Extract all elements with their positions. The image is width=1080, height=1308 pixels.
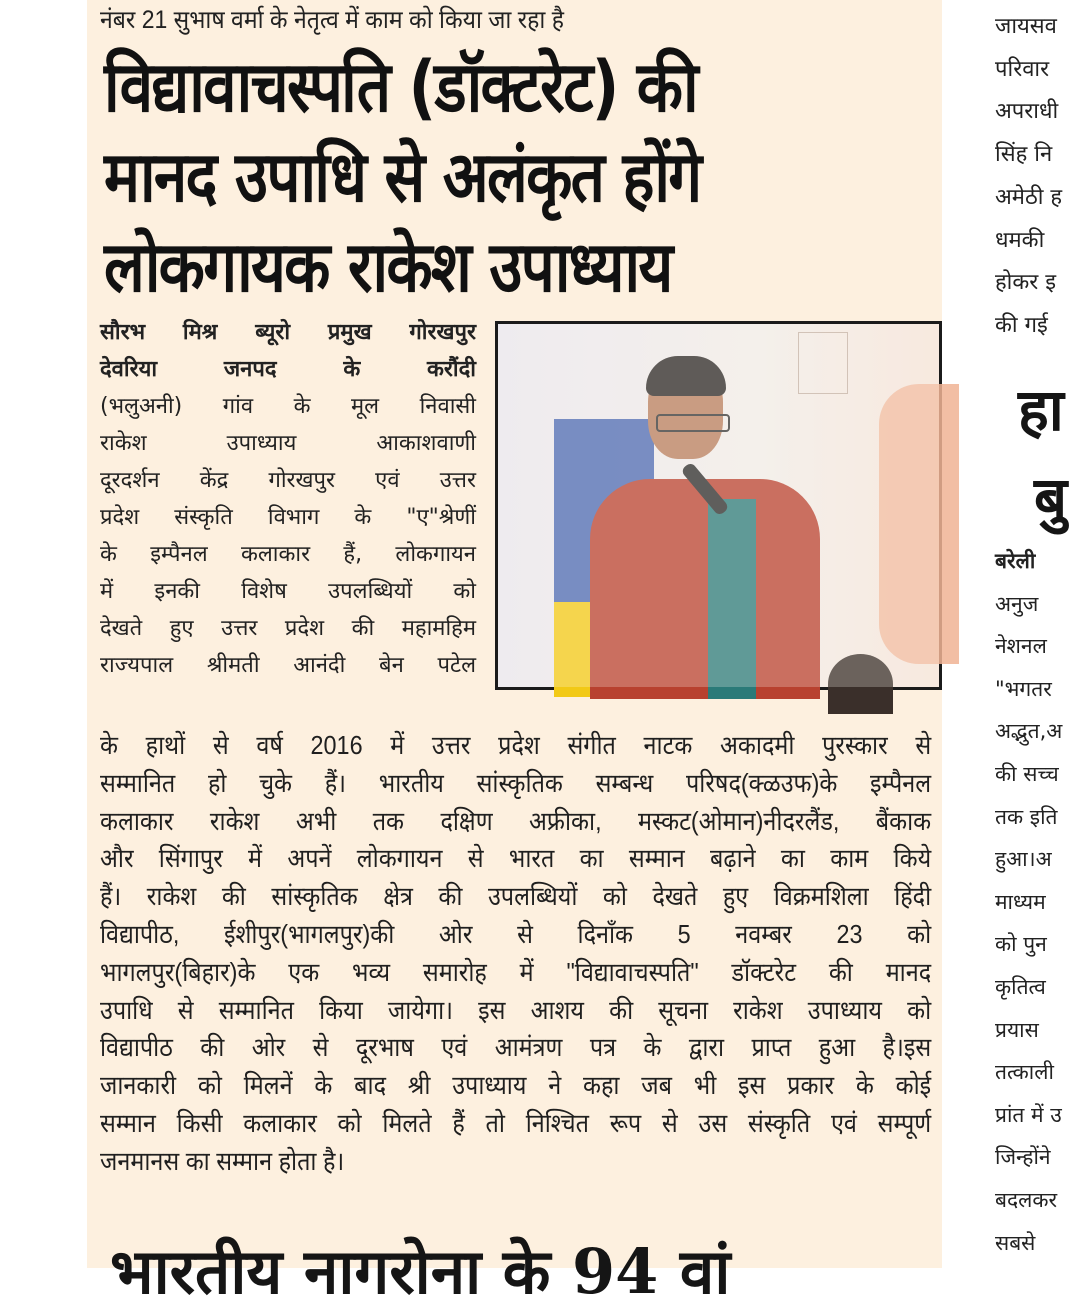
column-line: "भगतर [995, 676, 1052, 701]
right-headline-line: बु [1034, 464, 1068, 532]
article-kicker: नंबर 21 सुभाष वर्मा के नेतृत्व में काम को किया जा रहा है [100, 6, 564, 34]
article-headline [104, 42, 934, 312]
column-line: सिंह नि [995, 142, 1053, 168]
article-body [100, 727, 932, 1181]
intro-line: (भलुअनी) गांव के मूल निवासी [100, 394, 476, 419]
body-line: सम्मानित हो चुके हैं। भारतीय सांस्कृतिक सम्बन्ध परिषद(क्ळउफ)के इम्पैनल [100, 767, 932, 798]
column-line: सबसे [995, 1230, 1036, 1255]
column-line: जिन्होंने [995, 1145, 1051, 1170]
column-line: अमेठी ह [995, 184, 1063, 210]
column-line: परिवार [995, 56, 1050, 82]
column-line: की गई [995, 312, 1048, 338]
byline: सौरभ मिश्र ब्यूरो प्रमुख गोरखपुर [100, 320, 476, 345]
headline-line-3: लोकगायक राकेश उपाध्याय [104, 226, 672, 308]
right-column-body [995, 540, 1080, 1264]
column-line: प्रांत में उ [995, 1102, 1062, 1127]
column-line: अपराधी [995, 99, 1059, 125]
column-line: नेशनल [995, 634, 1047, 659]
headline-line-2: मानद उपाधि से अलंकृत होंगे [104, 136, 701, 218]
body-line: के हाथों से वर्ष 2016 में उत्तर प्रदेश संगीत नाटक अकादमी पुरस्कार से [100, 730, 932, 760]
dateline: देवरिया जनपद के करौंदी [100, 357, 476, 382]
body-line: जानकारी को मिलनें के बाद श्री उपाध्याय ने कहा जब भी इस प्रकार के कोई [100, 1070, 932, 1101]
column-line: कृतित्व [995, 974, 1046, 999]
column-line: धमकी [995, 227, 1045, 253]
column-line: माध्यम [995, 889, 1046, 914]
intro-line: राकेश उपाध्याय आकाशवाणी [100, 431, 476, 456]
body-line: उपाधि से सम्मानित किया जायेगा। इस आशय की सूचना राकेश उपाध्याय को [100, 994, 932, 1025]
column-line: की सच्च [995, 761, 1059, 786]
body-line: सम्मान किसी कलाकार को मिलते हैं तो निश्चित रूप से उस संस्कृति एवं सम्पूर्ण [100, 1107, 932, 1138]
right-headline-line: हा [1018, 376, 1064, 444]
right-column-headline [1018, 366, 1080, 542]
intro-line: प्रदेश संस्कृति विभाग के "ए"श्रेणीं [100, 505, 476, 530]
column-line: अनुज [995, 591, 1039, 616]
body-line: विद्यापीठ की ओर से दूरभाष एवं आमंत्रण पत्र के द्वारा प्राप्त हुआ है।इस [100, 1032, 932, 1063]
article-intro [100, 314, 476, 684]
column-line: बदलकर [995, 1187, 1058, 1212]
body-line: भागलपुर(बिहार)के एक भव्य समारोह में "विद्यावाचस्पति" डॉक्टरेट की मानद [100, 956, 932, 987]
intro-line: दूरदर्शन केंद्र गोरखपुर एवं उत्तर [100, 468, 476, 493]
next-article-headline [110, 1235, 930, 1308]
column-dateline: बरेली [995, 549, 1036, 573]
intro-line: में इनकी विशेष उपलब्धियों को [100, 579, 476, 604]
column-line: हुआ।अ [995, 847, 1052, 872]
body-line: विद्यापीठ, ईशीपुर(भागलपुर)की ओर से दिनाँक 5 नवम्बर 23 को [100, 918, 932, 949]
body-line: कलाकार राकेश अभी तक दक्षिण अफ्रीका, मस्कट(ओमान)नीदरलैंड, बैंकाक [100, 805, 932, 836]
intro-line: देखते हुए उत्तर प्रदेश की महामहिम [100, 616, 476, 641]
photo-wash [498, 324, 939, 687]
next-headline-text: भारतीय नागरोना के 94 वां [110, 1235, 731, 1308]
intro-line: राज्यपाल श्रीमती आनंदी बेन पटेल [100, 653, 476, 678]
column-line: अद्भुत,अ [995, 719, 1063, 744]
body-line: और सिंगापुर में अपनें लोकगायन से भारत का सम्मान बढ़ाने का काम किये [100, 843, 932, 874]
headline-line-1: विद्यावाचस्पति (डॉक्टरेट) की [104, 46, 697, 128]
column-line: होकर इ [995, 270, 1057, 296]
article-photo [495, 321, 942, 690]
column-line: प्रयास [995, 1017, 1039, 1042]
body-line: जनमानस का सम्मान होता है। [100, 1145, 345, 1176]
column-line: जायसव [995, 14, 1057, 39]
intro-line: के इम्पैनल कलाकार हैं, लोकगायन [100, 542, 476, 567]
column-line: को पुन [995, 932, 1047, 957]
body-line: हैं। राकेश की सांस्कृतिक क्षेत्र की उपलब्धियों को देखते हुए विक्रमशिला हिंदी [100, 881, 932, 912]
right-column-top [995, 6, 1080, 348]
column-line: तत्काली [995, 1060, 1054, 1085]
column-line: तक इति [995, 804, 1058, 829]
